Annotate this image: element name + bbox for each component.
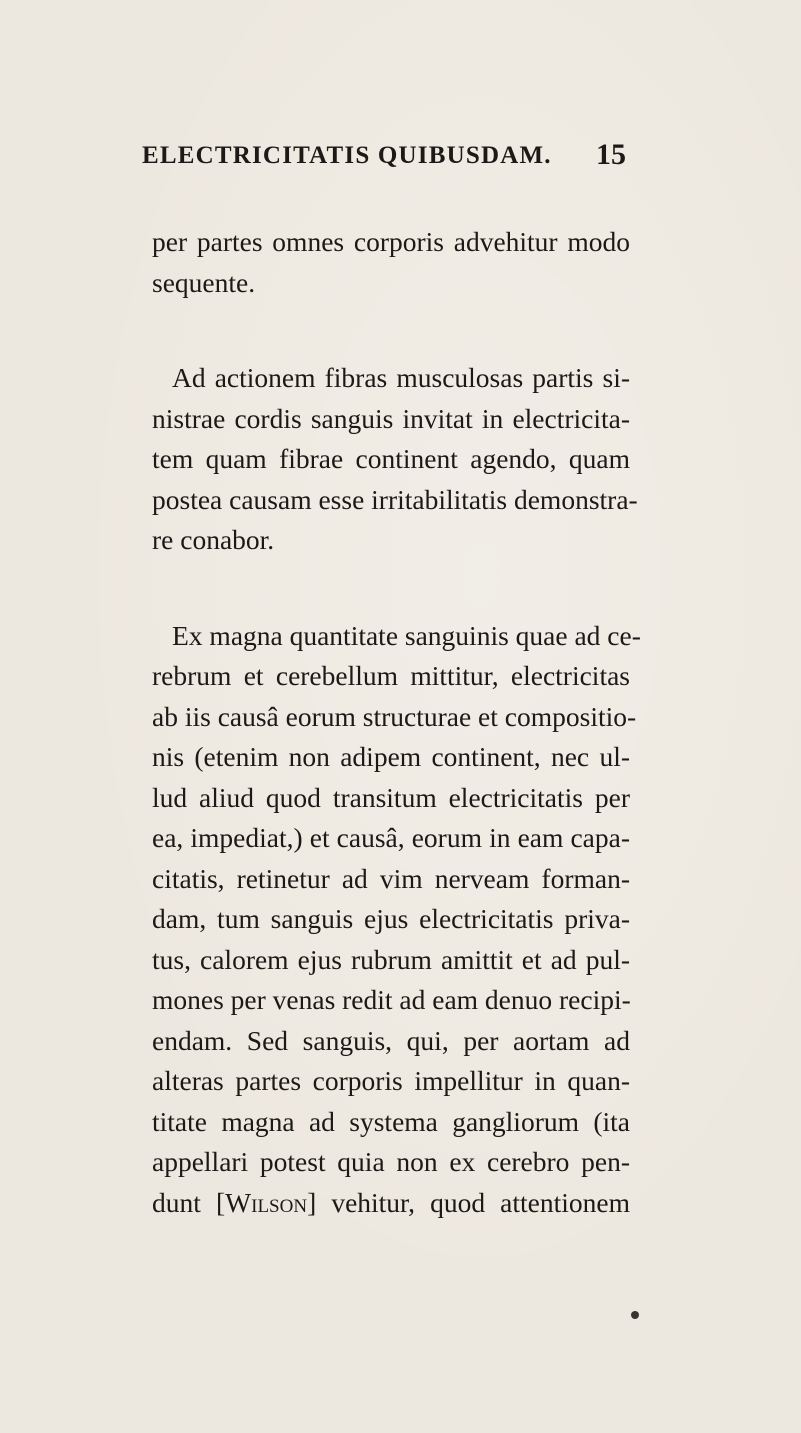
text-line: rebrum et cerebellum mittitur, electricitas (152, 660, 630, 691)
text-line: Ex magna quantitate sanguinis quae ad ce- (172, 619, 641, 651)
text-line: ab iis causâ eorum structurae et compositio- (152, 700, 637, 732)
text-line: lud aliud quod transitum electricitatis per (152, 781, 630, 813)
running-head (142, 138, 626, 182)
text-line: ea, impediat,) et causâ, eorum in eam capa- (152, 822, 630, 853)
text-line: tem quam fibrae continent agendo, quam (152, 443, 630, 474)
text-line (152, 1183, 630, 1224)
text-line: postea causam esse irritabilitatis demonstra- (152, 483, 638, 515)
text-line: Ad actionem fibras musculosas partis si- (172, 362, 630, 393)
ink-speck (631, 1311, 639, 1319)
text-line: titate magna ad systema gangliorum (ita (152, 1105, 630, 1137)
text-line: tus, calorem ejus rubrum amittit et ad pul- (152, 943, 630, 975)
text-line: re conabor. (152, 524, 275, 555)
body-text (152, 222, 641, 1223)
text-line: alteras partes corporis impellitur in quan- (152, 1065, 630, 1096)
text-line: sequente. (152, 266, 256, 298)
text-fragment: dunt [ (152, 1186, 226, 1218)
text-line: endam. Sed sanguis, qui, per aortam ad (152, 1024, 630, 1056)
text-line: citatis, retinetur ad vim nerveam forman- (152, 862, 630, 894)
text-fragment: ] vehitur, quod attentionem (307, 1186, 630, 1218)
text-line: dam, tum sanguis ejus electricitatis priva- (152, 903, 630, 934)
text-line: per partes omnes corporis advehitur modo (152, 226, 630, 257)
text-line: nis (etenim non adipem continent, nec ul- (152, 741, 630, 772)
paragraph (152, 616, 641, 1224)
paragraph (152, 358, 638, 561)
text-line: appellari potest quia non ex cerebro pen- (152, 1146, 630, 1177)
page-number: 15 (596, 138, 626, 171)
author-name: Wilson (225, 1186, 308, 1218)
paragraph (152, 222, 630, 303)
running-title: ELECTRICITATIS QUIBUSDAM. (142, 142, 552, 169)
text-line: mones per venas redit ad eam denuo recipi- (152, 984, 631, 1015)
text-line: nistrae cordis sanguis invitat in electricita- (152, 402, 630, 434)
